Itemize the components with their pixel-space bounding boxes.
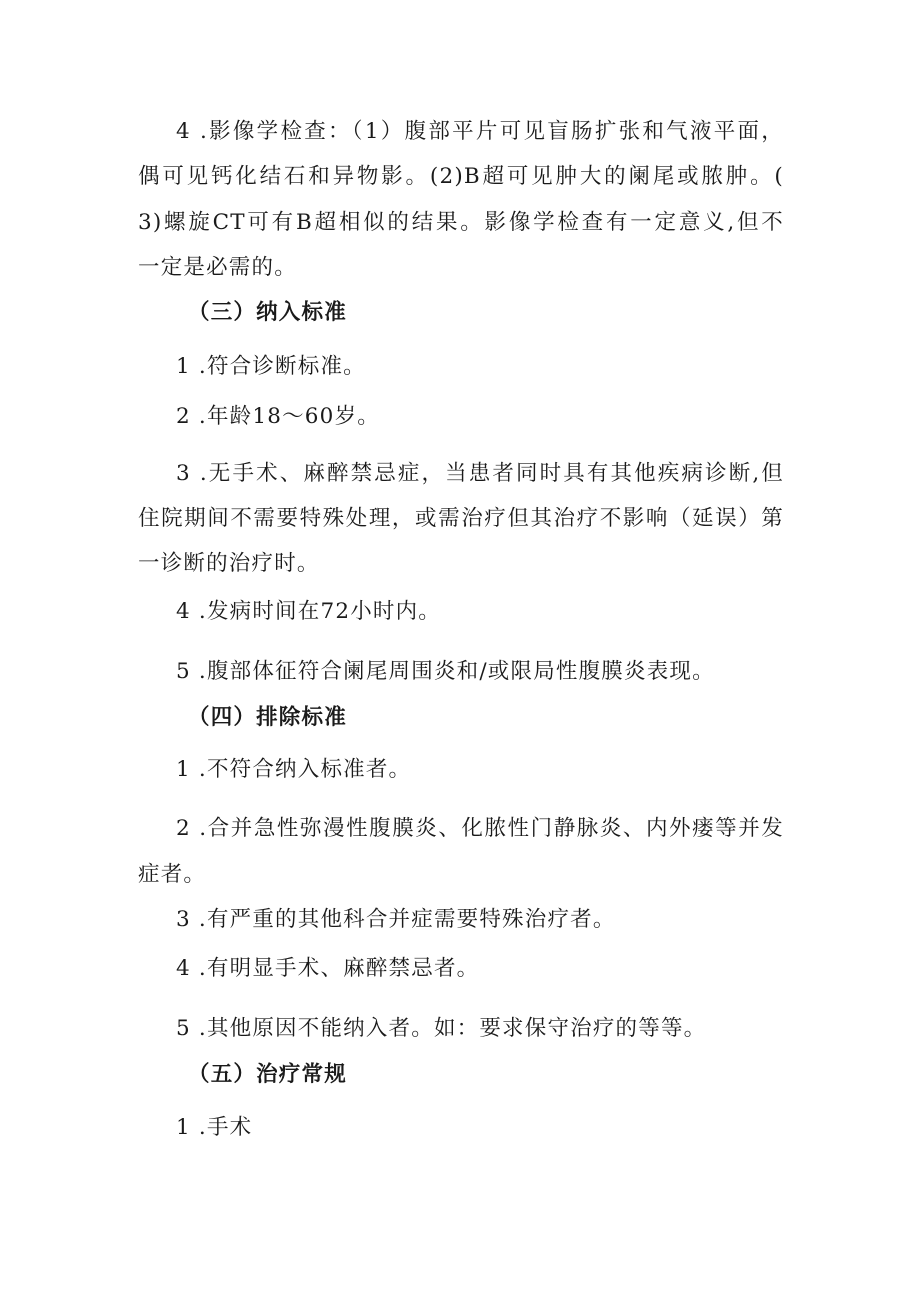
section-heading-exclusion: （四）排除标准 xyxy=(188,705,347,730)
exclusion-item-4: 4 .有明显手术、麻醉禁忌者。 xyxy=(176,956,480,981)
exclusion-item-2-line-1: 2 .合并急性弥漫性腹膜炎、化脓性门静脉炎、内外瘘等并发 xyxy=(176,816,784,841)
exclusion-item-2-line-2: 症者。 xyxy=(138,862,207,887)
imaging-line-2: 偶可见钙化结石和异物影。(2)B超可见肿大的阑尾或脓肿。( xyxy=(138,164,784,189)
inclusion-item-4: 4 .发病时间在72小时内。 xyxy=(176,599,442,624)
inclusion-item-5: 5 .腹部体征符合阑尾周围炎和/或限局性腹膜炎表现。 xyxy=(176,659,715,684)
treatment-item-1: 1 .手术 xyxy=(176,1115,253,1140)
inclusion-item-3-line-2: 住院期间不需要特殊处理，或需治疗但其治疗不影响（延误）第 xyxy=(138,506,784,531)
inclusion-item-3-line-3: 一诊断的治疗时。 xyxy=(138,551,320,576)
section-heading-treatment: （五）治疗常规 xyxy=(188,1062,347,1087)
inclusion-item-2: 2 .年龄18～60岁。 xyxy=(176,404,380,429)
inclusion-item-1: 1 .符合诊断标准。 xyxy=(176,354,366,379)
inclusion-item-3-line-1: 3 .无手术、麻醉禁忌症，当患者同时具有其他疾病诊断,但 xyxy=(176,461,784,486)
imaging-line-4: 一定是必需的。 xyxy=(138,255,297,280)
exclusion-item-1: 1 .不符合纳入标准者。 xyxy=(176,757,412,782)
section-heading-inclusion: （三）纳入标准 xyxy=(188,300,347,325)
imaging-line-1: 4 .影像学检查：（1）腹部平片可见盲肠扩张和气液平面， xyxy=(176,119,784,144)
exclusion-item-5: 5 .其他原因不能纳入者。如：要求保守治疗的等等。 xyxy=(176,1016,707,1041)
imaging-line-3: 3)螺旋CT可有B超相似的结果。影像学检查有一定意义,但不 xyxy=(138,210,784,235)
exclusion-item-3: 3 .有严重的其他科合并症需要特殊治疗者。 xyxy=(176,907,616,932)
